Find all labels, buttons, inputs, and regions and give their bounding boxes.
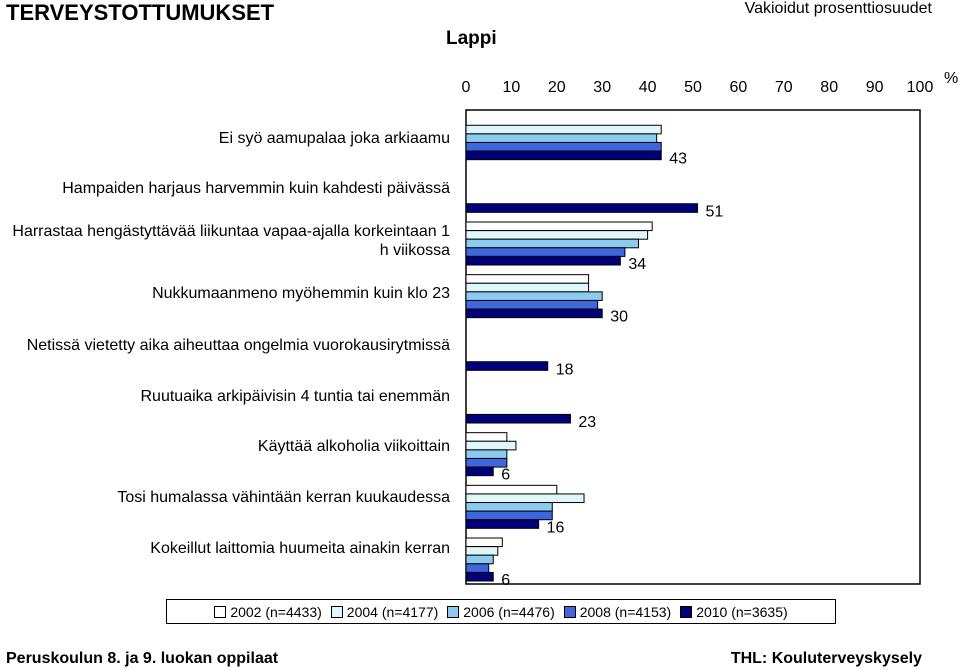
bar bbox=[466, 572, 493, 581]
bar bbox=[466, 538, 502, 547]
bar bbox=[466, 555, 493, 564]
x-tick-label: 50 bbox=[684, 79, 702, 96]
x-tick-label: 10 bbox=[502, 79, 521, 96]
bar bbox=[466, 511, 552, 520]
legend-swatch-2002 bbox=[214, 606, 226, 618]
bar bbox=[466, 441, 516, 450]
bar bbox=[466, 520, 539, 529]
data-label: 6 bbox=[501, 466, 511, 484]
footer-source: THL: Kouluterveyskysely bbox=[730, 650, 922, 667]
legend-swatch-2006 bbox=[447, 606, 459, 618]
bar bbox=[466, 142, 661, 151]
data-label: 6 bbox=[501, 572, 511, 589]
x-tick-label: 80 bbox=[820, 79, 839, 96]
x-tick-label: 40 bbox=[638, 79, 657, 96]
data-label: 23 bbox=[578, 414, 597, 431]
legend-item-2010 bbox=[680, 604, 787, 620]
data-label: 43 bbox=[669, 150, 688, 168]
category-label: Netissä vietetty aika aiheuttaa ongelmia vuorokausirytmissä bbox=[26, 337, 450, 354]
bar bbox=[466, 467, 493, 476]
bar bbox=[466, 309, 602, 318]
data-label: 30 bbox=[610, 308, 628, 326]
legend-label: 2008 (n=4153) bbox=[579, 603, 672, 620]
bar bbox=[466, 300, 598, 309]
legend-label: 2006 (n=4476) bbox=[463, 603, 555, 620]
category-label: Tosi humalassa vähintään kerran kuukaudessa bbox=[117, 489, 450, 506]
category-label: Hampaiden harjaus harvemmin kuin kahdesti päivässä bbox=[62, 180, 450, 197]
bar bbox=[466, 222, 652, 231]
legend-item-2004 bbox=[331, 604, 438, 620]
bar bbox=[466, 239, 639, 248]
bar bbox=[466, 248, 625, 257]
legend-item-2002 bbox=[214, 604, 321, 620]
bar bbox=[466, 283, 589, 292]
legend-item-2006 bbox=[447, 604, 554, 620]
category-label: Harrastaa hengästyttävää liikuntaa vapaa-ajalla korkeintaan 1 h viikossa bbox=[12, 223, 450, 259]
data-label: 16 bbox=[546, 519, 565, 537]
footer-population: Peruskoulun 8. ja 9. luokan oppilaat bbox=[6, 650, 279, 667]
bar bbox=[466, 231, 648, 240]
region-label: Lappi bbox=[446, 28, 497, 49]
page-title: TERVEYSTOTTUMUKSET bbox=[6, 0, 275, 25]
bar bbox=[466, 503, 552, 512]
bar bbox=[466, 151, 661, 160]
legend-item-2008 bbox=[564, 604, 671, 620]
legend-swatch-2008 bbox=[564, 606, 576, 618]
bar bbox=[466, 134, 657, 143]
bar bbox=[466, 433, 507, 442]
legend-label: 2002 (n=4433) bbox=[230, 603, 322, 620]
data-label: 51 bbox=[705, 203, 724, 221]
category-label: Käyttää alkoholia viikoittain bbox=[257, 438, 450, 455]
category-label: Nukkumaanmeno myöhemmin kuin klo 23 bbox=[152, 285, 450, 302]
legend-swatch-2004 bbox=[331, 606, 343, 618]
data-label: 18 bbox=[555, 361, 574, 379]
bar bbox=[466, 450, 507, 459]
bar bbox=[466, 564, 489, 573]
bar bbox=[466, 485, 557, 494]
bar bbox=[466, 547, 498, 556]
bar bbox=[466, 292, 602, 301]
category-label: Kokeillut laittomia huumeita ainakin kerran bbox=[150, 540, 450, 557]
x-tick-label: 100 bbox=[906, 79, 934, 96]
x-tick-label: 60 bbox=[729, 79, 748, 96]
percent-unit: % bbox=[944, 70, 959, 87]
bar bbox=[466, 494, 584, 503]
x-tick-label: 90 bbox=[865, 79, 884, 96]
data-label: 34 bbox=[628, 256, 647, 273]
bar bbox=[466, 414, 570, 423]
legend bbox=[166, 599, 836, 624]
legend-label: 2004 (n=4177) bbox=[346, 603, 439, 620]
bar bbox=[466, 204, 698, 213]
legend-swatch-2010 bbox=[680, 606, 692, 618]
x-tick-label: 70 bbox=[774, 79, 793, 96]
x-tick-label: 20 bbox=[547, 79, 566, 96]
bar bbox=[466, 125, 661, 134]
category-label: Ei syö aamupalaa joka arkiaamu bbox=[218, 130, 450, 147]
bar bbox=[466, 256, 620, 265]
standardized-note: Vakioidut prosenttiosuudet bbox=[744, 0, 932, 17]
x-tick-label: 0 bbox=[461, 79, 471, 96]
bar bbox=[466, 275, 589, 284]
legend-label: 2010 (n=3635) bbox=[696, 603, 788, 620]
x-tick-label: 30 bbox=[593, 79, 612, 96]
bar bbox=[466, 362, 548, 371]
category-label: Ruutuaika arkipäivisin 4 tuntia tai enemmän bbox=[140, 388, 450, 405]
